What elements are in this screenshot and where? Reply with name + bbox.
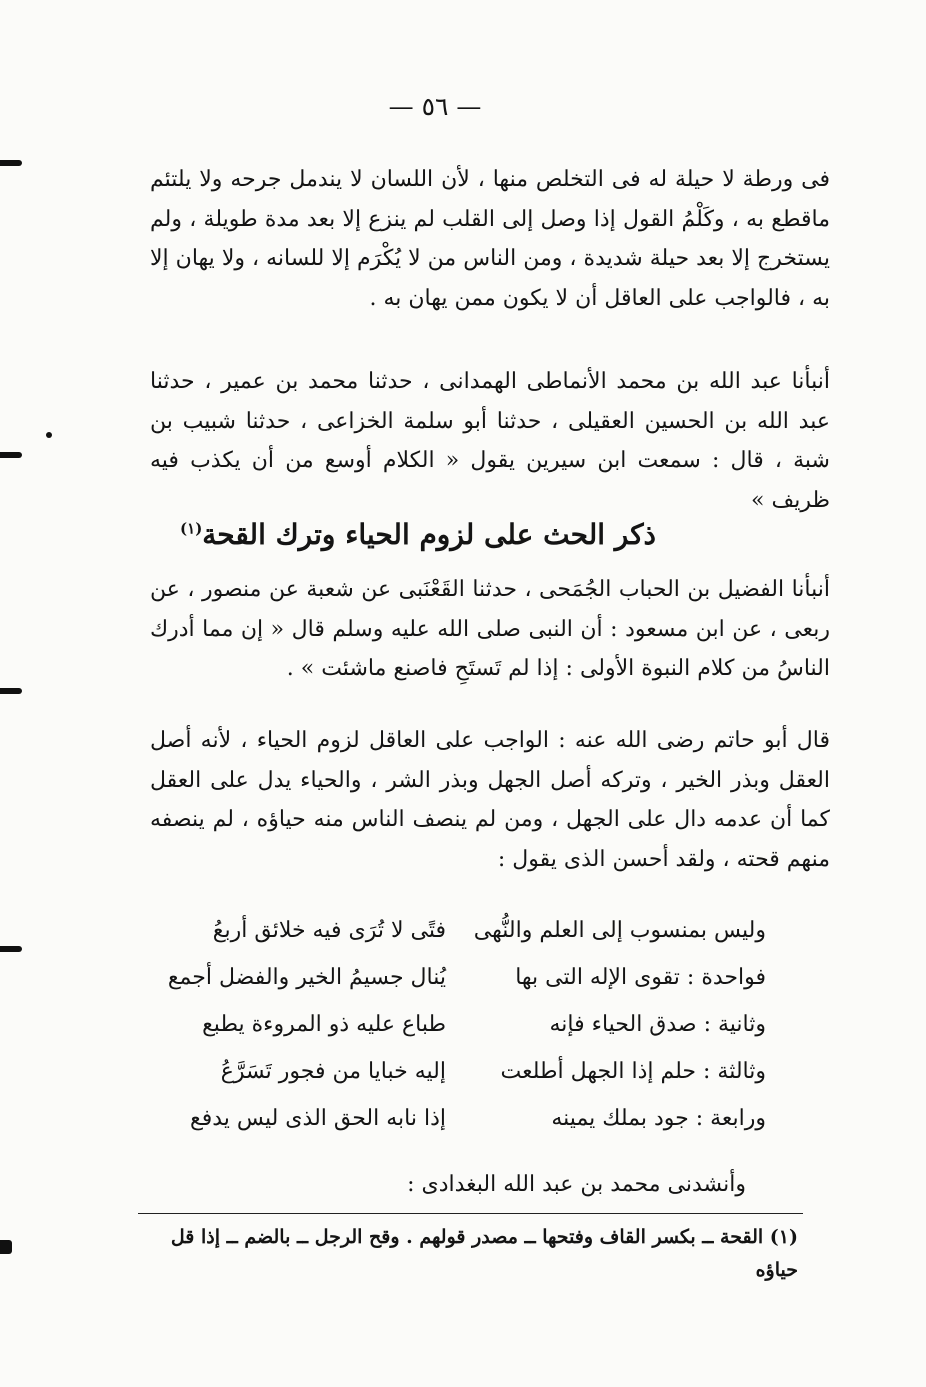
margin-mark [0, 160, 22, 166]
verse-line [156, 918, 766, 965]
footnote-divider [138, 1213, 803, 1214]
paragraph-3-text: أنبأنا الفضيل بن الحباب الجُمَحى ، حدثنا القَعْنَبى عن شعبة عن منصور ، عن ربعى ، عن ابن مسعود : أن النبى صلى الله عليه وسلم قال « إن مما أدرك الناسُ من كلام النبوة الأولى : إذا لم تَستَحِ فاصنع ماشئت » . [150, 577, 830, 681]
paragraph-2-text: أنبأنا عبد الله بن محمد الأنماطى الهمدانى ، حدثنا محمد بن عمير ، حدثنا عبد الله بن الحسين العقيلى ، حدثنا أبو سلمة الخزاعى ، حدثنا شبيب بن شبة ، قال : سمعت ابن سيرين يقول « الكلام أوسع من أن يكذب فيه ظريف » [150, 369, 830, 513]
margin-mark [0, 1240, 12, 1254]
verse-second-hemistich: يُنال جسيمُ الخير والفضل أجمع [167, 965, 446, 990]
margin-mark [0, 452, 22, 458]
verse-first-hemistich: وثانية : صدق الحياء فإنه [549, 1012, 766, 1037]
page-number: — ٥٦ — [388, 92, 482, 121]
section-heading [180, 518, 656, 551]
verse-first-hemistich: ورابعة : جود بملك يمينه [551, 1106, 766, 1131]
verse-second-hemistich: إذا نابه الحق الذى ليس يدفع [190, 1106, 446, 1131]
paragraph-2 [150, 362, 830, 520]
verse-second-hemistich: فتًى لا تُرَى فيه خلائق أربعُ [212, 918, 446, 943]
verse-line [156, 965, 766, 1012]
closing-line: وأنشدنى محمد بن عبد الله البغدادى : [407, 1172, 746, 1197]
paragraph-4-text: قال أبو حاتم رضى الله عنه : الواجب على العاقل لزوم الحياء ، لأنه أصل العقل وبذر الخير ، وتركه أصل الجهل وبذر الشر ، والحياء يدل على العقل كما أن عدمه دال على الجهل ، ومن لم ينصف الناس منه حياؤه ، لم ينصفه منهم قحته ، ولقد أحسن الذى يقول : [150, 728, 830, 872]
paragraph-1-text: فى ورطة لا حيلة له فى التخلص منها ، لأن اللسان لا يندمل جرحه ولا يلتئم ماقطع به ، وكَلْمُ القول إذا وصل إلى القلب لم ينزع إلا بعد مدة طويلة ، ولم يستخرج إلا بعد حيلة شديدة ، ومن الناس من لا يُكْرَم إلا للسانه ، ولا يهان إلا به ، فالواجب على العاقل أن لا يكون ممن يهان به . [150, 167, 830, 311]
verse-second-hemistich: إليه خبايا من فجور تَسَرَّعُ [220, 1059, 446, 1084]
margin-mark [0, 688, 22, 694]
paragraph-1 [150, 160, 830, 318]
verse-line [156, 1059, 766, 1106]
footnote-marker: (١) [180, 519, 203, 538]
verse-first-hemistich: فواحدة : تقوى الإله التى بها [515, 965, 766, 990]
verse-first-hemistich: وثالثة : حلم إذا الجهل أطلعت [500, 1059, 766, 1084]
verse-line [156, 1012, 766, 1059]
paragraph-3 [150, 570, 830, 689]
verse-first-hemistich: وليس بمنسوب إلى العلم والنُّهى [473, 918, 766, 943]
margin-mark [0, 946, 22, 952]
paragraph-4 [150, 721, 830, 879]
section-heading-text: ذكر الحث على لزوم الحياء وترك القحة [202, 518, 656, 551]
poem [156, 918, 766, 1153]
margin-dot [46, 432, 52, 438]
verse-second-hemistich: طباع عليه ذو المروءة يطبع [202, 1012, 446, 1037]
verse-line [156, 1106, 766, 1153]
footnote: (١) القحة ــ بكسر القاف وفتحها ــ مصدر قولهم . وقح الرجل ــ بالضم ــ إذا قل حياؤه [170, 1226, 798, 1281]
